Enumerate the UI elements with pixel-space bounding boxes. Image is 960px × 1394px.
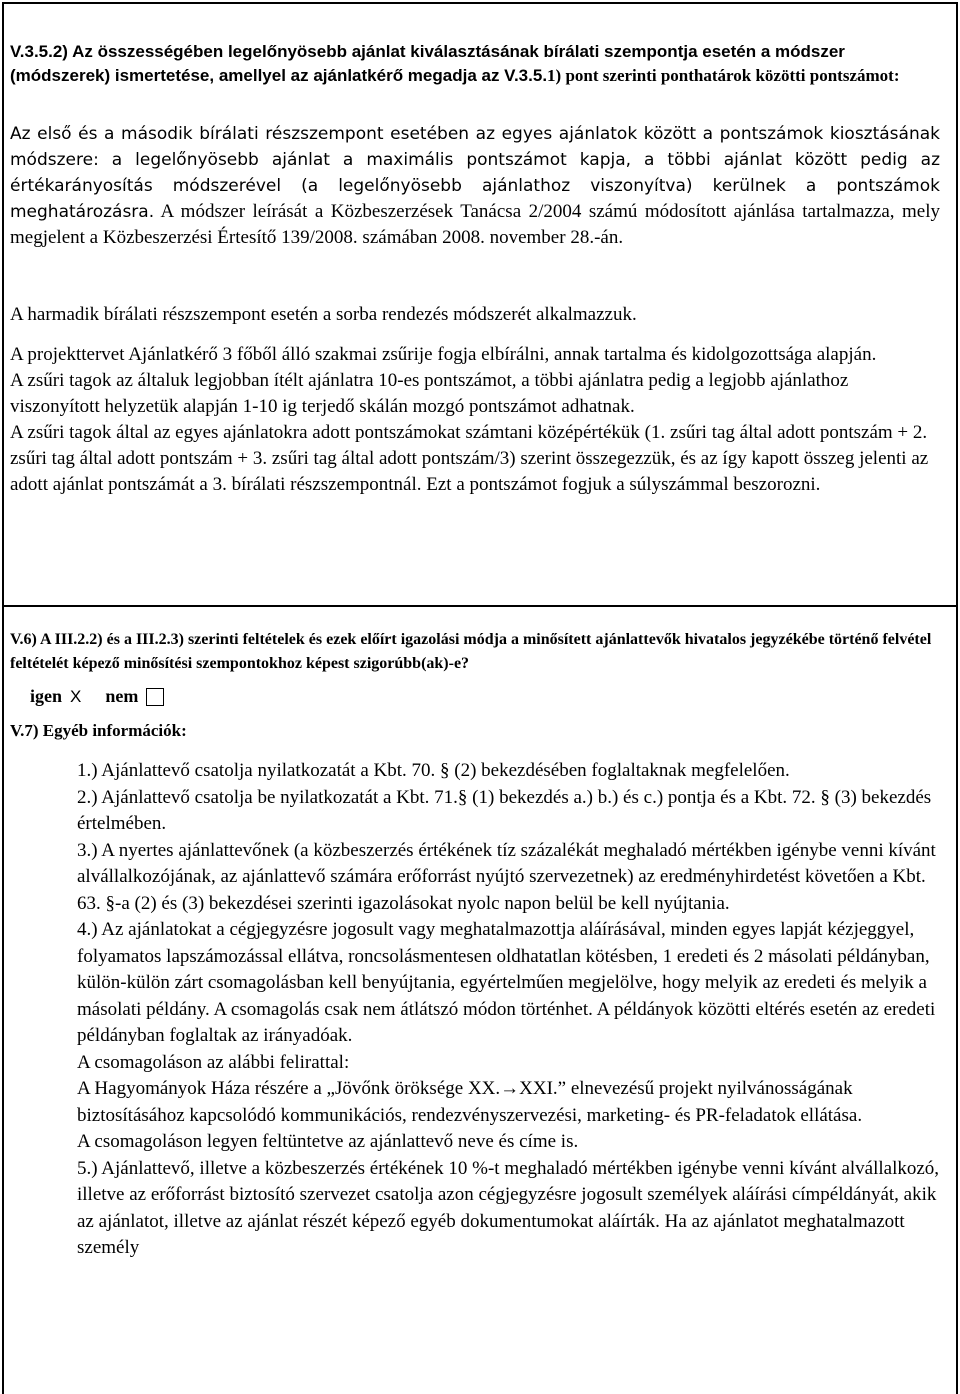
third-criterion-block xyxy=(10,302,940,328)
info-item-3: 3.) A nyertes ajánlattevőnek (a közbeszerzés értékének tíz százalékát meghaladó mértékben igénybe venni kívánt alvállalkozójának, az ajánlattevő számára erőforrást nyújtó szervezetnek) az eredményhirdetést követően a Kbt. 63. §-a (2) és (3) bekezdései szerinti igazolásokat nyolc napon belül be kell nyújtania. xyxy=(77,839,936,914)
yes-label: igen xyxy=(30,686,63,706)
scoring-method-paragraph xyxy=(10,121,940,251)
jury-average-paragraph: A zsűri tagok által az egyes ajánlatokra adott pontszámokat számtani középértékük (1. zsűri tag által adott pontszám + 2. zsűri tag által adott pontszám + 3. zsűri tag által adott pontszám/3) szerint összegezzük, és az így kapott összeg jelenti az adott ajánlat pontszámát a 3. bírálati részszempontnál. Ezt a pontszámot fogjuk a súlyszámmal beszorozni. xyxy=(10,422,929,495)
section-v352-heading-part1: V.3.5.2) Az összességében legelőnyösebb ajánlat kiválasztásának bírálati szempontja esetén a módszer (módszerek) ismertetése, amellyel az ajánlatkérő megadja az V.3.5. xyxy=(10,42,845,85)
section-v352-heading-part2: 1) pont szerinti ponthatárok közötti pontszámot: xyxy=(547,66,900,85)
scoring-method-reference-text: A módszer leírását a Közbeszerzések Tanácsa 2/2004 számú módosított ajánlása tartalmazza, mely megjelent a Közbeszerzési Értesítő 139/2008. számában 2008. november 28.-án. xyxy=(10,201,940,248)
info-item-4: 4.) Az ajánlatokat a cégjegyzésre jogosult vagy meghatalmazottja aláírásával, minden egyes lapját kézjeggyel, folyamatos lapszámozással ellátva, roncsolásmentesen oldhatatlan kötésben, 1 eredeti és 2 másolati példányban, külön-külön zárt csomagolásban kell benyújtania, egyértelműen megjelölve, hogy melyik az eredeti és melyik a másolati példány. A csomagolás csak nem átlátszó módon történhet. A példányok közötti eltérés esetén az eredeti példányban foglaltak az irányadóak. xyxy=(77,919,936,1046)
packaging-label-text: A Hagyományok Háza részére a „Jövőnk öröksége XX.→XXI.” elnevezésű projekt nyilvánosságának biztosításához kapcsolódó kommunikációs, rendezvényszervezési, marketing- és PR-feladatok ellátása. xyxy=(77,1078,863,1126)
jury-scoring-paragraph: A zsűri tagok az általuk legjobban ítélt ajánlatra 10-es pontszámot, a többi ajánlatra pedig a legjobb ajánlathoz viszonyított helyzetük alapján 1-10 ig terjedő skálán mozgó pontszámot adhatnak. xyxy=(10,370,849,417)
info-item-2: 2.) Ajánlattevő csatolja be nyilatkozatát a Kbt. 71.§ (1) bekezdés a.) b.) és c.) pontja és a Kbt. 72. § (3) bekezdés értelmében. xyxy=(77,786,932,834)
no-checkbox[interactable] xyxy=(146,688,164,706)
section-divider xyxy=(2,605,958,607)
packaging-label-intro: A csomagoláson az alábbi felirattal: xyxy=(77,1051,350,1073)
yes-checked-mark[interactable]: X xyxy=(70,686,82,706)
scoring-method-sans-text: Az első és a második bírálati részszempont esetében az egyes ajánlatok között a pontszámok kiosztásának módszere: a legelőnyösebb ajánlat a maximális pontszámot kapja, a többi ajánlat között pedig az értékarányosítás módszerével (a legelőnyösebb ajánlathoz viszonyítva) kerülnek a pontszámok meghatározásra. xyxy=(10,124,940,222)
other-info-list xyxy=(77,758,947,1262)
info-item-1: 1.) Ajánlattevő csatolja nyilatkozatát a Kbt. 70. § (2) bekezdésében foglaltaknak megfelelően. xyxy=(77,760,790,781)
no-label: nem xyxy=(105,686,139,706)
section-v6-question: V.6) A III.2.2) és a III.2.3) szerinti feltételek és ezek előírt igazolási módja a minősített ajánlattevők hivatalos jegyzékébe történő felvétel feltételét képező minősítési szempontokhoz képest szigorúbb(ak)-e? xyxy=(10,631,932,672)
section-v7-heading: V.7) Egyéb információk: xyxy=(10,721,187,740)
third-criterion-paragraph: A harmadik bírálati részszempont esetén a sorba rendezés módszerét alkalmazzuk. xyxy=(10,304,637,325)
info-item-5: 5.) Ajánlattevő, illetve a közbeszerzés értékének 10 %-t meghaladó mértékben igénybe venni kívánt alvállalkozó, illetve az erőforrást biztosító szervezet csatolja azon cégjegyzésre jogosult személyek aláírási címpéldányát, akik az ajánlatot, illetve az ajánlat részét képező egyéb dokumentumokat aláírták. Ha az ajánlatot meghatalmazott személy xyxy=(77,1157,940,1258)
jury-block xyxy=(10,342,940,498)
yes-no-options xyxy=(30,686,164,707)
project-plan-paragraph: A projekttervet Ajánlatkérő 3 főből álló szakmai zsűrije fogja elbírálni, annak tartalma és kidolgozottsága alapján. xyxy=(10,344,877,365)
packaging-sender-note: A csomagoláson legyen feltüntetve az ajánlattevő neve és címe is. xyxy=(77,1131,579,1152)
section-v352-heading xyxy=(10,40,928,88)
